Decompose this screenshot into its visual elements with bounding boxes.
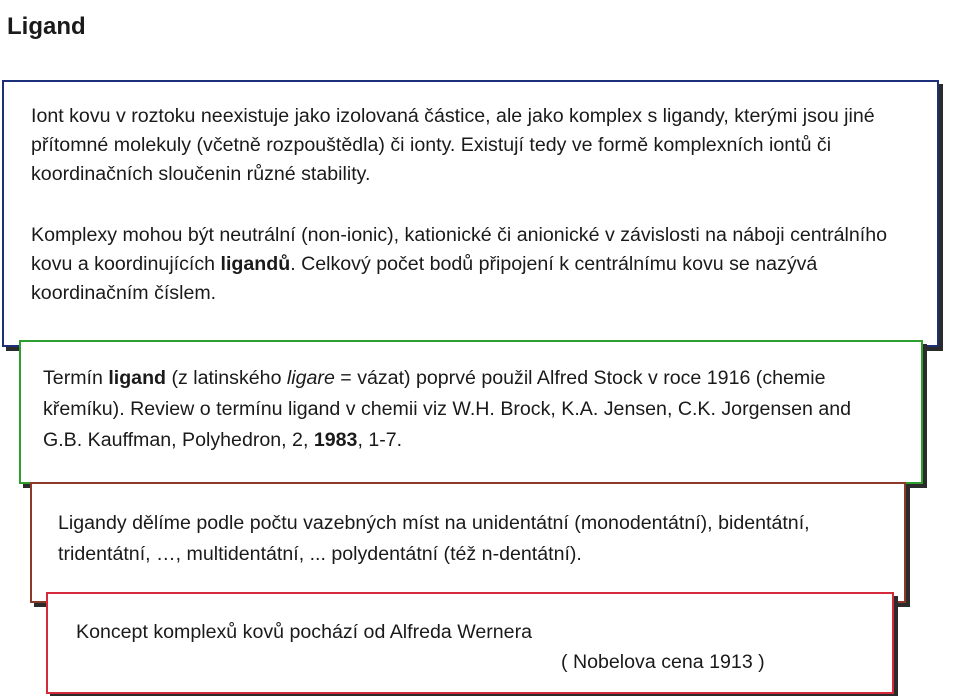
year-bold: 1983 bbox=[313, 429, 358, 451]
ligare-italic-term: ligare bbox=[286, 367, 335, 389]
intro-paragraph: Iont kovu v roztoku neexistuje jako izolovaná částice, ale jako komplex s ligandy, kterými jsou jiné přítomné molekuly (včetně rozpouštědla) či ionty. Existují tedy ve formě komplexních iontů či koordinačních sloučenin různé stability. bbox=[31, 105, 875, 185]
term-origin-text-c: = vázat) poprvé použil Alfred Stock v roce 1916 (chemie křemíku). Review o termínu ligand v chemii viz W.H. Brock, K.A. Jensen, C.K. Jorgensen and G.B. Kauffman, Polyhedron, 2, bbox=[43, 367, 852, 451]
complex-charge-paragraph bbox=[31, 221, 921, 308]
term-origin-text-d: , 1-7. bbox=[357, 429, 403, 451]
complex-charge-text-b: . Celkový počet bodů připojení k centrálnímu kovu se nazývá koordinačním číslem. bbox=[31, 253, 818, 304]
intro-text-box bbox=[2, 80, 939, 347]
nobel-line: ( Nobelova cena 1913 ) bbox=[561, 651, 765, 673]
term-origin-paragraph bbox=[43, 363, 893, 456]
term-origin-box bbox=[19, 340, 923, 484]
werner-line: Koncept komplexů kovů pochází od Alfreda Wernera bbox=[76, 621, 533, 643]
complex-charge-text-a: Komplexy mohou být neutrální (non-ionic), kationické či anionické v závislosti na náboji centrálního kovu a koordinujících bbox=[31, 224, 888, 275]
classification-box bbox=[30, 482, 906, 603]
page-title: Ligand bbox=[7, 13, 86, 40]
classification-paragraph: Ligandy dělíme podle počtu vazebných míst na unidentátní (monodentátní), bidentátní, tridentátní, …, multidentátní, ... polydentátní (též n-dentátní). bbox=[58, 512, 810, 565]
ligands-bold-term: ligandů bbox=[220, 253, 291, 275]
ligand-bold-term: ligand bbox=[108, 367, 167, 389]
term-origin-text-a: Termín bbox=[43, 367, 109, 389]
term-origin-text-b: (z latinského bbox=[166, 367, 287, 389]
werner-box bbox=[46, 592, 894, 694]
